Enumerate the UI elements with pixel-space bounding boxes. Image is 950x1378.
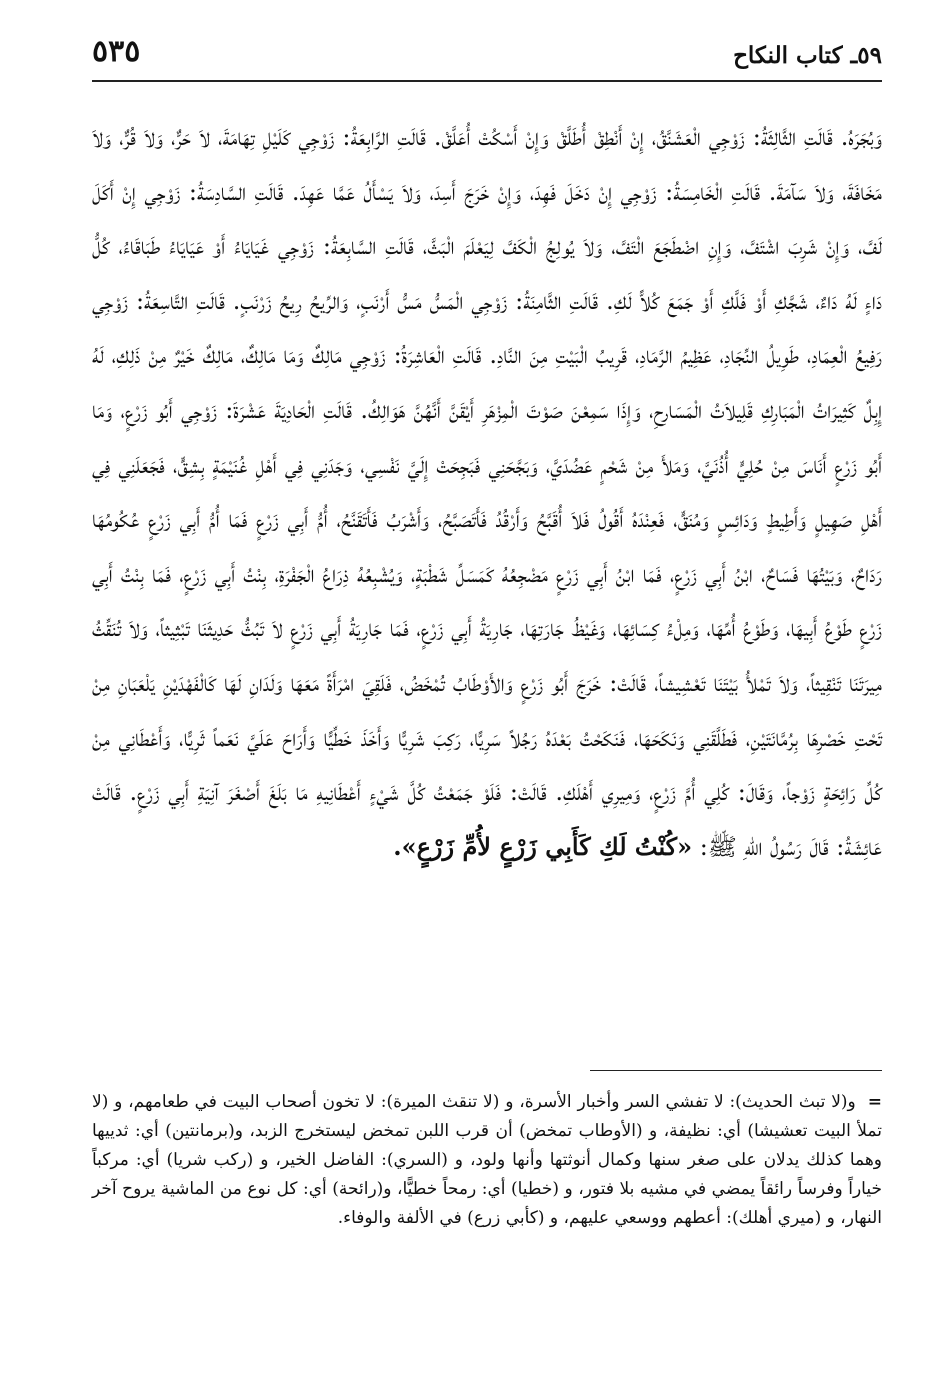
page-number: ٥٣٥ — [92, 34, 141, 69]
chapter-title: ٥٩ـ كتاب النكاح — [733, 42, 882, 69]
footnote-text: و(لا تبث الحديث): لا تفشي السر وأخبار الأسرة، و (لا تنقث الميرة): لا تخون أصحاب البيت في طعامهم، و (لا تملأ البيت تعشيشا) أي: نظيفة، و (الأوطاب تمخض) أن قرب اللبن تمخض ليستخرج الزبد، و(برمانتين) أي: ثدييها وهما كذلك يدلان على صغر سنها وكمال أنوثتها وأنها ولود، و (السري): الفاضل الخير، و (ركب شريا) أي: مركباً خياراً وفرساً رائقاً يمضي في مشيه بلا فتور، و (خطيا) أي: رمحاً خطيًّا، و(رائحة) أي: كل نوع من الماشية يروح آخر النهار، و (ميري أهلك): أعطهم ووسعي عليهم، و (كأبي زرع) في الألفة والوفاء. — [92, 1092, 882, 1228]
hadith-body: وَبُجَرَهُ. قَالَتِ الثَّالِثَةُ: زَوْجِي الْعَشَنَّقُ، إِنْ أَنْطِقْ أُطَلَّقْ وَإِنْ أَسْكُتْ أُعَلَّقْ. قَالَتِ الرَّابِعَةُ: زَوْجِي كَلَيْلِ تِهَامَةَ، لاَ حَرٌّ، وَلاَ قُرٌّ، وَلاَ مَخَافَةَ، وَلاَ سَآمَةَ. قَالَتِ الْخَامِسَةُ: زَوْجِي إِنْ دَخَلَ فَهِدَ، وَإِنْ خَرَجَ أَسِدَ، وَلاَ يَسْأَلُ عَمَّا عَهِدَ. قَالَتِ السَّادِسَةُ: زَوْجِي إِنْ أَكَلَ لَفَّ، وَإِنْ شَرِبَ اشْتَفَّ، وَإِنِ اضْطَجَعَ الْتَفَّ، وَلاَ يُولِجُ الْكَفَّ لِيَعْلَمَ الْبَثَّ، قَالَتِ السَّابِعَةُ: زَوْجِي غَيَايَاءُ أَوْ عَيَايَاءُ طَبَاقَاءُ، كُلُّ دَاءٍ لَهُ دَاءٌ، شَجَّكِ أَوْ فَلَّكِ أَوْ جَمَعَ كُلاًّ لَكِ. قَالَتِ الثَّامِنَةُ: زَوْجِي الْمَسُّ مَسُّ أَرْنَبٍ، وَالرِّيحُ رِيحُ زَرْنَبٍ. قَالَتِ التَّاسِعَةُ: زَوْجِي رَفِيعُ الْعِمَادِ، طَوِيلُ النِّجَادِ، عَظِيمُ الرَّمَادِ، قَرِيبُ الْبَيْتِ مِنَ النَّادِ. قَالَتِ الْعَاشِرَةُ: زَوْجِي مَالِكٌ وَمَا مَالِكٌ، مَالِكٌ خَيْرٌ مِنْ ذَلِكِ، لَهُ إِبِلٌ كَثِيرَاتُ الْمَبَارِكِ قَلِيلاَتُ الْمَسَارِحِ، وَإِذَا سَمِعْنَ صَوْتَ الْمِزْهَرِ أَيْقَنَّ أَنَّهُنَّ هَوَالِكُ. قَالَتِ الْحَادِيَةَ عَشْرَةَ: زَوْجِي أَبُو زَرْعٍ، وَمَا أَبُو زَرْعٍ أَنَاسَ مِنْ حُلِيٍّ أُذُنَيَّ، وَمَلأَ مِنْ شَحْمٍ عَضُدَيَّ، وَبَجَّحَنِي فَبَجِحَتْ إِلَيَّ نَفْسِي، وَجَدَنِي فِي أَهْلِ غُنَيْمَةٍ بِشِقٍّ، فَجَعَلَنِي فِي أَهْلِ صَهِيلٍ وَأَطِيطٍ وَدَائِسٍ وَمُنَقٍّ، فَعِنْدَهُ أَقُولُ فَلاَ أُقَبَّحُ وَأَرْقُدُ فَأَتَصَبَّحُ، وَأَشْرَبُ فَأَتَقَنَّحُ، أُمُّ أَبِي زَرْعٍ فَمَا أُمُّ أَبِي زَرْعٍ عُكُومُهَا رَدَاحٌ، وَبَيْتُهَا فَسَاحٌ، ابْنُ أَبِي زَرْعٍ، فَمَا ابْنُ أَبِي زَرْعٍ مَضْجِعُهُ كَمَسَلِّ شَطْبَةٍ، وَيُشْبِعُهُ ذِرَاعُ الْجَفْرَةِ، بِنْتُ أَبِي زَرْعٍ، فَمَا بِنْتُ أَبِي زَرْعٍ طَوْعُ أَبِيهَا، وَطَوْعُ أُمِّهَا، وَمِلْءُ كِسَائِهَا، وَغَيْظُ جَارَتِهَا، جَارِيَةُ أَبِي زَرْعٍ، فَمَا جَارِيَةُ أَبِي زَرْعٍ لاَ تَبُثُّ حَدِيثَنَا تَبْثِيثاً، وَلاَ تُنَقِّثُ مِيرَتَنَا تَنْقِيثاً، وَلاَ تَمْلأُ بَيْتَنَا تَعْشِيشاً، قَالَتْ: خَرَجَ أَبُو زَرْعٍ وَالأَوْطَابُ تُمْخَضُ، فَلَقِيَ امْرَأَةً مَعَهَا وَلَدَانِ لَهَا كَالْفَهْدَيْنِ يَلْعَبَانِ مِنْ تَحْتِ خَصْرِهَا بِرُمَّانَتَيْنِ، فَطَلَّقَنِي وَنَكَحَهَا، فَنَكَحْتُ بَعْدَهُ رَجُلاً سَرِيًّا، رَكِبَ شَرِيًّا وَأَخَذَ خَطِّيًّا وَأَرَاحَ عَلَيَّ نَعَماً ثَرِيًّا، وَأَعْطَانِي مِنْ كُلِّ رَائِحَةٍ زَوْجاً، وَقَالَ: كُلِي أُمَّ زَرْعٍ، وَمِيرِي أَهْلَكِ. قَالَتْ: فَلَوْ جَمَعْتُ كُلَّ شَيْءٍ أَعْطَانِيهِ مَا بَلَغَ أَصْغَرَ آنِيَةِ أَبِي زَرْعٍ. قَالَتْ عَائِشَةُ: قَالَ رَسُولُ اللهِ ﷺ: — [92, 123, 883, 861]
footnote-continuation-marker: = — [867, 1092, 882, 1112]
footnote-divider — [590, 1070, 882, 1071]
hadith-text — [92, 110, 882, 874]
hadith-closing-quote: «كُنْتُ لَكِ كَأَبِي زَرْعٍ لأُمِّ زَرْعٍ». — [393, 831, 693, 861]
header-divider — [92, 80, 882, 82]
page-header — [92, 28, 882, 78]
footnotes — [92, 1088, 882, 1233]
